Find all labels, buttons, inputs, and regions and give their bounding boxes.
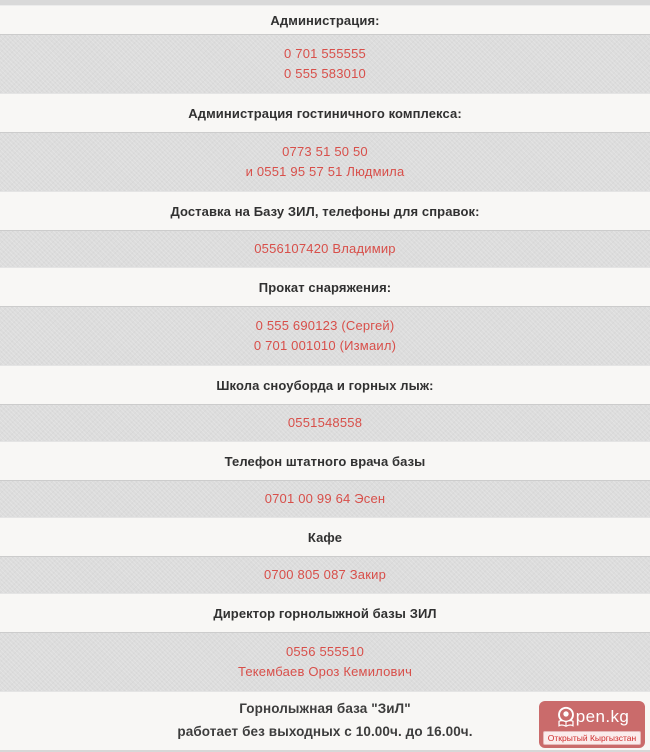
phone-number: 0 555 583010 — [284, 66, 366, 81]
header-cafe: Кафе — [307, 529, 343, 545]
person-name: Текембаев Ороз Кемилович — [237, 664, 413, 679]
openkg-tagline: Открытый Кыргызстан — [543, 731, 641, 745]
openkg-watermark — [539, 701, 645, 748]
header-director: Директор горнолыжной базы ЗИЛ — [213, 605, 437, 621]
header-equipment-rental: Прокат снаряжения: — [258, 279, 392, 295]
phones-equipment-rental — [0, 306, 650, 366]
header-doctor: Телефон штатного врача базы — [224, 453, 426, 469]
phone-number: 0700 805 087 Закир — [264, 567, 386, 582]
phones-snowboard-school — [0, 404, 650, 442]
header-hotel-administration: Администрация гостиничного комплекса: — [188, 105, 462, 121]
base-name: Горнолыжная база "ЗиЛ" — [239, 700, 411, 716]
phones-cafe — [0, 556, 650, 594]
phones-director — [0, 632, 650, 692]
header-administration: Администрация: — [270, 12, 380, 28]
phone-number: 0 701 555555 — [284, 46, 366, 61]
phones-administration — [0, 34, 650, 94]
phone-number: 0556 555510 — [285, 644, 365, 659]
phones-doctor — [0, 480, 650, 518]
phone-number: 0 555 690123 (Сергей) — [255, 318, 395, 333]
openkg-logo-icon — [555, 706, 577, 730]
phone-number: 0773 51 50 50 — [282, 144, 368, 159]
phone-number: и 0551 95 57 51 Людмила — [245, 164, 405, 179]
header-snowboard-school: Школа сноуборда и горных лыж: — [216, 377, 434, 393]
phones-delivery — [0, 230, 650, 268]
working-hours: работает без выходных с 10.00ч. до 16.00ч. — [177, 723, 473, 739]
phones-hotel-administration — [0, 132, 650, 192]
header-delivery: Доставка на Базу ЗИЛ, телефоны для справок: — [170, 203, 480, 219]
phone-number: 0701 00 99 64 Эсен — [264, 491, 386, 506]
phone-number: 0 701 001010 (Измаил) — [253, 338, 397, 353]
phone-number: 0556107420 Владимир — [254, 241, 396, 256]
openkg-brand-text: pen.kg — [575, 707, 630, 726]
phone-number: 0551548558 — [287, 415, 363, 430]
openkg-brand-row — [555, 704, 629, 730]
